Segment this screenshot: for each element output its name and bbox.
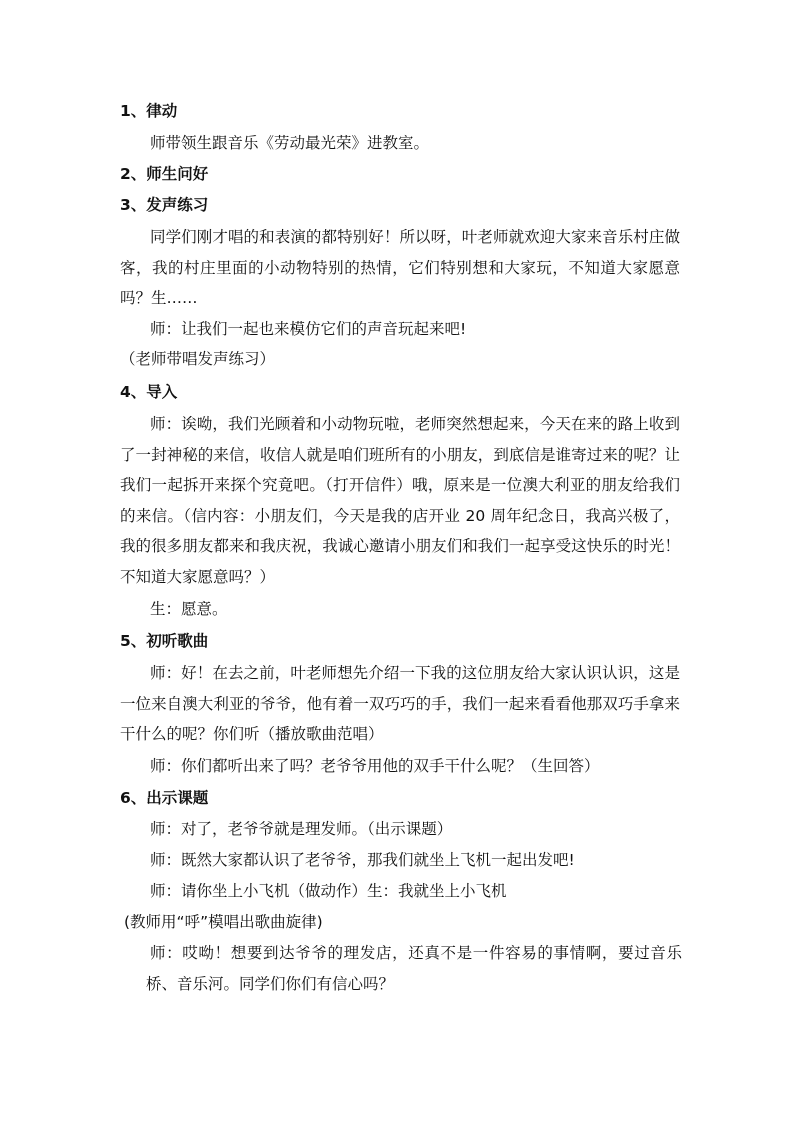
paragraph: 师：让我们一起也来模仿它们的声音玩起来吧! — [150, 320, 467, 338]
paragraph: 师：对了，老爷爷就是理发师。（出示课题） — [150, 820, 453, 838]
section-heading: 6、出示课题 — [120, 789, 209, 807]
paragraph: 同学们刚才唱的和表演的都特别好！所以呀，叶老师就欢迎大家来音乐村庄做客，我的村庄里面的小动物特别的热情，它们特别想和大家玩，不知道大家愿意吗？生…… — [120, 228, 680, 307]
paragraph: 师：请你坐上小飞机（做动作）生：我就坐上小飞机 — [150, 882, 507, 900]
paragraph: 师：你们都听出来了吗？老爷爷用他的双手干什么呢？（生回答） — [150, 757, 600, 775]
paragraph: (教师用“呼”模唱出歌曲旋律) — [124, 913, 323, 931]
paragraph: 师带领生跟音乐《劳动最光荣》进教室。 — [150, 134, 430, 152]
paragraph: 师：既然大家都认识了老爷爷，那我们就坐上飞机一起出发吧! — [150, 851, 575, 869]
paragraph: 师：好！在去之前，叶老师想先介绍一下我的这位朋友给大家认识认识，这是一位来自澳大利亚的爷爷，他有着一双巧巧的手，我们一起来看看他那双巧手拿来干什么的呢？你们听（播放歌曲范唱） — [120, 664, 680, 743]
section-heading: 5、初听歌曲 — [120, 632, 209, 650]
section-heading: 4、导入 — [120, 383, 178, 401]
paragraph: 生：愿意。 — [150, 600, 228, 618]
section-heading: 1、律动 — [120, 102, 178, 120]
paragraph: 师：诶呦，我们光顾着和小动物玩啦，老师突然想起来，今天在来的路上收到了一封神秘的来信，收信人就是咱们班所有的小朋友，到底信是谁寄过来的呢？让我们一起拆开来探个究竟吧。（打开信件）哦，原来是一位澳大利亚的朋友给我们的来信。（信内容：小朋友们，今天是我的店开业 20 周年纪念日，我高兴极了，我的很多朋友都来和我庆祝，我诚心邀请小朋友们和我们一起享受这快乐的时光！不知道大家愿意吗？） — [120, 415, 680, 586]
section-heading: 3、发声练习 — [120, 196, 209, 214]
paragraph: （老师带唱发声练习） — [120, 350, 276, 368]
section-heading: 2、师生问好 — [120, 165, 209, 183]
paragraph: 师：哎呦！想要到达爷爷的理发店，还真不是一件容易的事情啊，要过音乐桥、音乐河。同学们你们有信心吗？ — [146, 944, 682, 993]
